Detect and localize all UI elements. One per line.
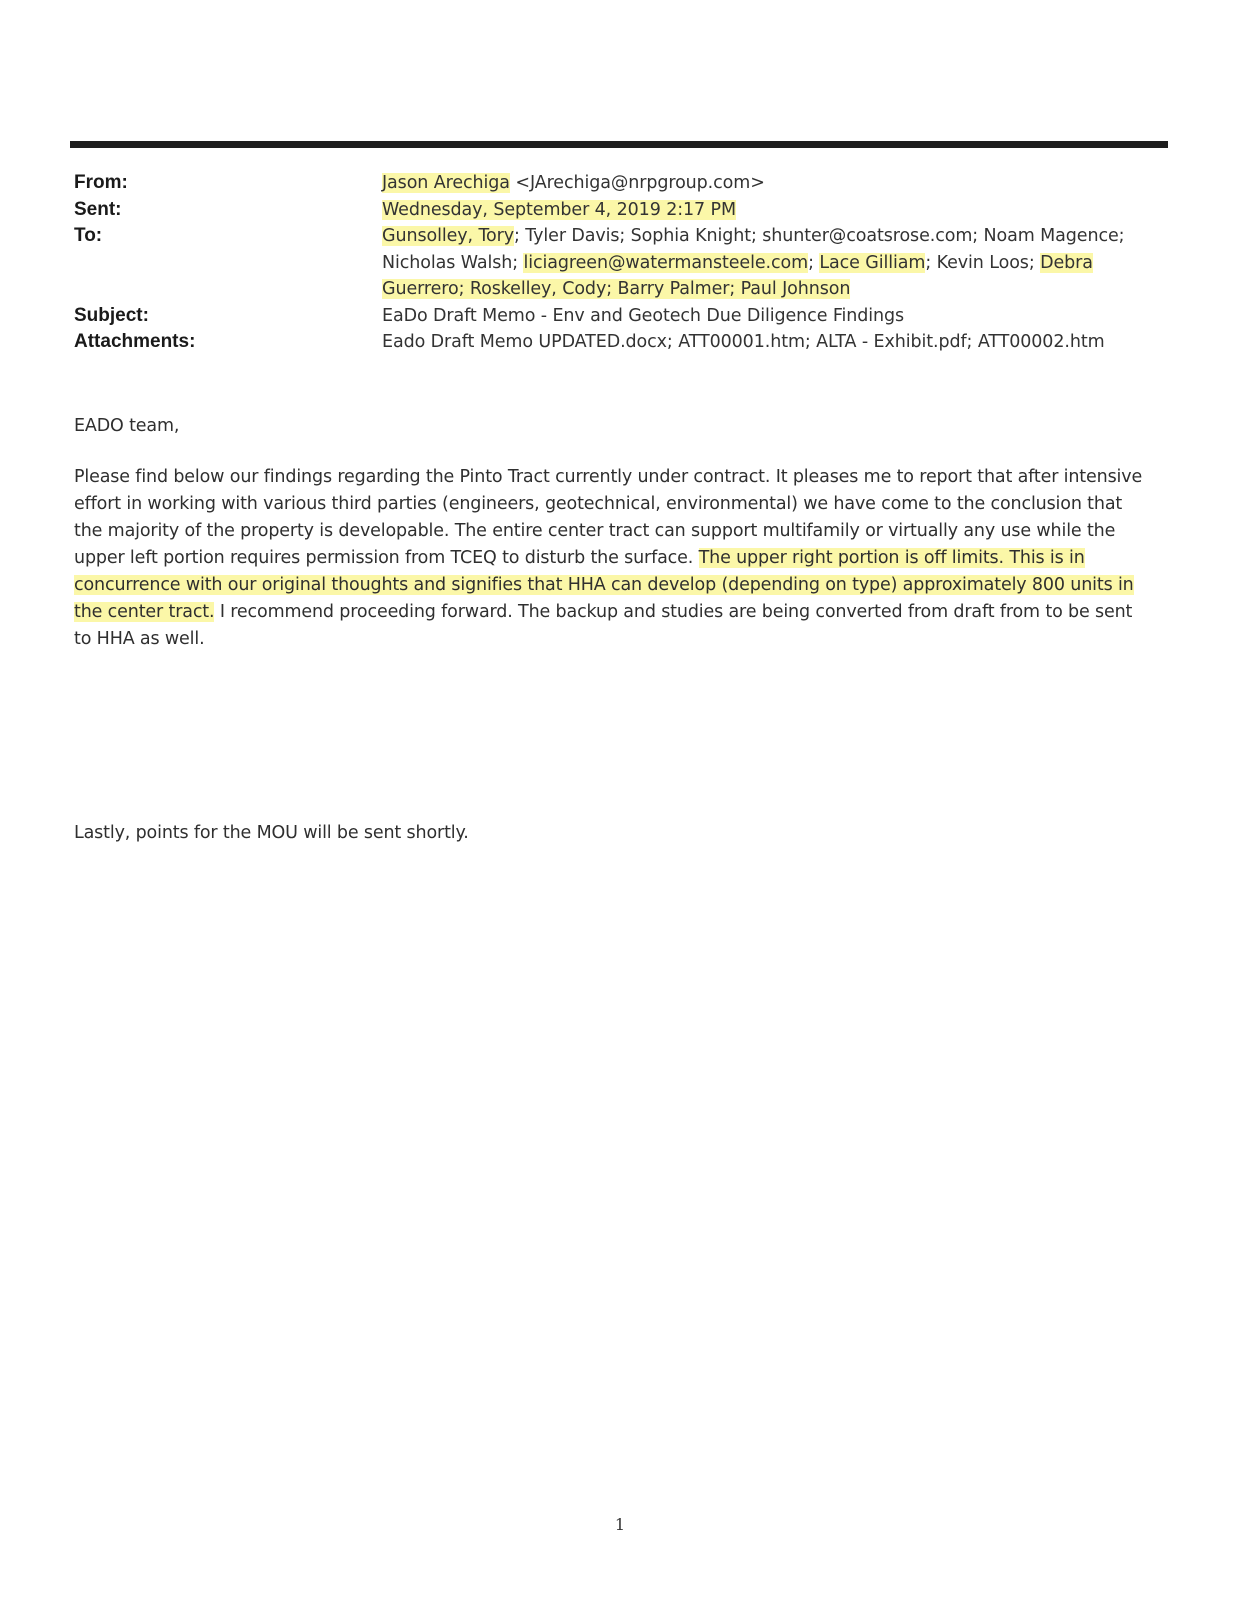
attachments-label: Attachments: [74,331,196,352]
email-body-paragraph [74,464,1154,653]
subject-label: Subject: [74,304,149,326]
from-address: <JArechiga@nrpgroup.com> [509,173,765,193]
email-header [74,170,1174,356]
from-name: Jason Arechiga [382,173,510,193]
from-label: From: [74,172,128,193]
attachments-value: Eado Draft Memo UPDATED.docx; ATT00001.htm; ALTA - Exhibit.pdf; ATT00002.htm [382,332,1105,352]
from-row [74,170,1174,197]
paragraph-text: I recommend proceeding forward. The backup and studies are being converted from draft from to be sent to HHA as well. [74,602,1133,649]
sent-row [74,197,1174,224]
email-greeting: EADO team, [74,416,180,436]
paragraph-text: Please find below our findings regarding the Pinto Tract currently under contract. It pleases me to report that after intensive effort in working with various third parties (engineers, geotechnical, environmental) we have come to the conclusion that the majority of the property is developable. The entire center tract can support multifamily or virtually any use while the upper left portion requires permission from TCEQ to disturb the surface. [74,467,1143,568]
recipient-separator: ; [808,252,820,273]
sent-date: Wednesday, September 4, 2019 2:17 PM [382,199,737,220]
recipient-highlighted: Debra Guerrero; Roskelley, Cody; Barry Palmer; Paul Johnson [382,252,1093,299]
page-number: 1 [614,1515,626,1534]
to-row [74,223,1174,303]
recipient-highlighted: Lace Gilliam [819,252,926,273]
header-divider-rule [70,141,1168,148]
to-label: To: [74,225,103,246]
recipient-highlighted: Gunsolley, Tory [382,226,515,246]
subject-row [74,303,1174,330]
from-value [382,170,1174,197]
to-recipients [382,223,1174,303]
sent-label: Sent: [74,198,122,220]
attachments-row [74,329,1174,356]
recipient-list: ; Kevin Loos; [925,252,1041,273]
subject-value: EaDo Draft Memo - Env and Geotech Due Diligence Findings [382,305,905,326]
recipient-highlighted: liciagreen@watermansteele.com [523,252,809,273]
paragraph-highlight: The upper right portion is off limits. This is in concurrence with our original thoughts and signifies that HHA can develop (depending on type) approximately 800 units in the center tract. [74,548,1134,622]
recipient-list: ; Tyler Davis; Sophia Knight; shunter@coatsrose.com; Noam Magence; Nicholas Walsh; [382,226,1125,273]
email-closing: Lastly, points for the MOU will be sent shortly. [74,823,469,843]
sent-value [382,197,1174,224]
